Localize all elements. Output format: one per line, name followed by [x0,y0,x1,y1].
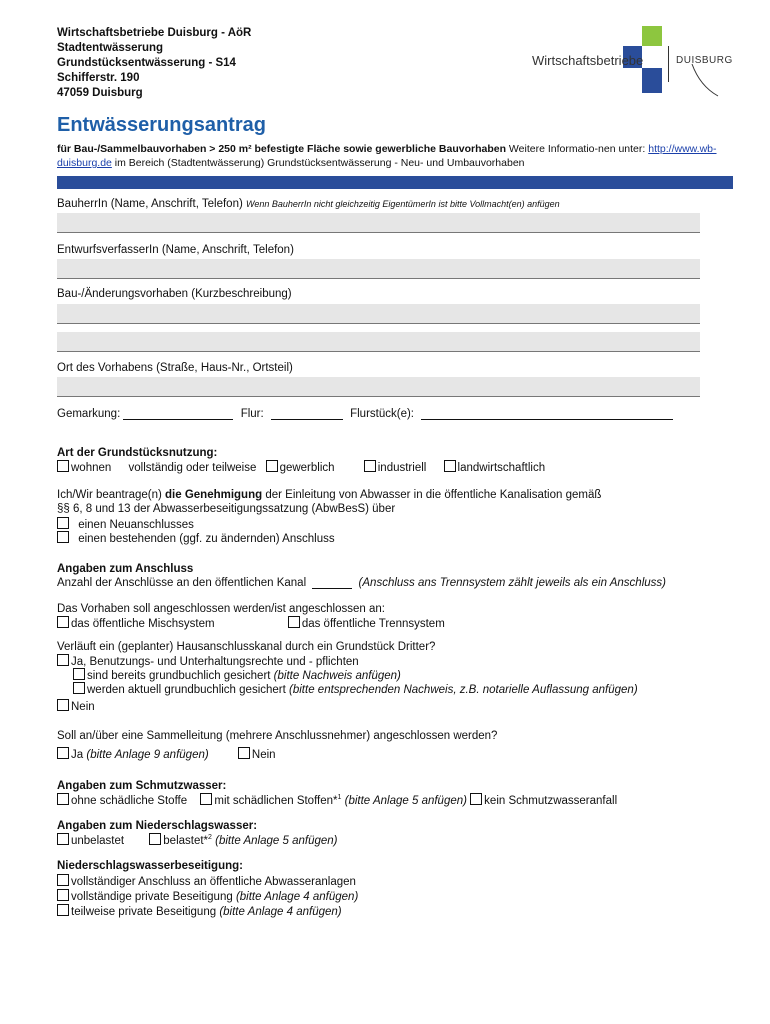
checkbox-mit-schaedlich[interactable] [200,793,212,805]
nutzung-row [57,460,545,474]
gemarkung-label: Gemarkung: [57,408,121,420]
beseitigung-opt3-note: (bitte Anlage 4 anfügen) [219,906,342,918]
antrag-line1-pre: Ich/Wir beantrage(n) [57,489,166,501]
checkbox-gewerblich[interactable] [266,460,278,472]
address-line: 47059 Duisburg [57,87,143,99]
checkbox-sammel-ja[interactable] [57,747,69,759]
logo-blue-block-bottom [642,68,662,93]
antrag-line1-bold: die Genehmigung [165,489,263,501]
beseitigung-opt2: vollständige private Beseitigung [71,891,233,903]
antrag-opt1: einen Neuanschlusses [78,519,194,531]
checkbox-dritter-nein[interactable] [57,699,69,711]
option-wohnen: wohnen [71,462,112,474]
checkbox-landwirtschaftlich[interactable] [444,460,456,472]
nieder-heading: Angaben zum Niederschlagswasser: [57,820,258,832]
option-mischsystem: das öffentliche Mischsystem [71,618,215,630]
dritter-sub1: sind bereits grundbuchlich gesichert [87,670,271,682]
page-title: Entwässerungsantrag [57,114,266,136]
logo-divider [668,46,669,82]
option-gewerblich: gewerblich [279,462,335,474]
sammel-row [57,747,276,761]
nieder-opt1: unbelastet [71,835,125,847]
logo [530,26,740,98]
checkbox-mischsystem[interactable] [57,616,69,628]
schmutz-opt3: kein Schmutzwasseranfall [484,795,618,807]
checkbox-industriell[interactable] [364,460,376,472]
address-line: Wirtschaftsbetriebe Duisburg - AöR [57,27,252,39]
schmutz-opt2: mit schädlichen Stoffen* [214,795,338,807]
dritter-sub2-note: (bitte entsprechenden Nachweis, z.B. notarielle Auflassung anfügen) [289,684,638,696]
logo-city: DUISBURG [676,55,733,66]
option-teilweise: vollständig oder teilweise [128,462,257,474]
subtitle-bold: für Bau-/Sammelbauvorhaben > 250 m² befestigte Fläche sowie gewerbliche Bauvorhaben [57,143,507,155]
checkbox-ohne-schaedlich[interactable] [57,793,69,805]
dritter-ja: Ja, Benutzungs- und Unterhaltungsrechte und - pflichten [71,656,359,668]
bauherr-field[interactable] [57,213,700,233]
subtitle [57,142,737,170]
dritter-sub1-note: (bitte Nachweis anfügen) [273,670,401,682]
beseitigung-opt3-row [57,904,342,918]
dritter-sub1-row [73,668,401,682]
nieder-opt2-sup: 2 [208,834,212,842]
beseitigung-opt1: vollständiger Anschluss an öffentliche Abwasseranlagen [71,876,356,888]
nieder-row [57,833,337,847]
checkbox-sammel-nein[interactable] [238,747,250,759]
section-bar [57,176,733,189]
vorhaben-field-2[interactable] [57,332,700,352]
ort-field[interactable] [57,377,700,397]
anschluss-count-input[interactable] [312,576,352,589]
bauherr-label-row [57,198,560,210]
dritter-question: Verläuft ein (geplanter) Hausanschlusskanal durch ein Grundstück Dritter? [57,641,436,653]
sammel-nein: Nein [251,749,276,761]
anschluss-count-row [57,576,666,589]
schmutz-opt2-sup: 1 [337,794,342,802]
connect-question: Das Vorhaben soll angeschlossen werden/ist angeschlossen an: [57,603,385,615]
anschluss-heading: Angaben zum Anschluss [57,563,194,575]
flur-input[interactable] [271,407,343,420]
sammel-question: Soll an/über eine Sammelleitung (mehrere Anschlussnehmer) angeschlossen werden? [57,730,498,742]
checkbox-vollstaendig-oeffentlich[interactable] [57,874,69,886]
option-trennsystem: das öffentliche Trennsystem [301,618,445,630]
schmutz-opt2-note: (bitte Anlage 5 anfügen) [344,795,467,807]
sammel-ja-note: (bitte Anlage 9 anfügen) [86,749,209,761]
checkbox-kein-schmutzwasser[interactable] [470,793,482,805]
ort-label: Ort des Vorhabens (Straße, Haus-Nr., Ortsteil) [57,362,293,374]
website-link[interactable]: http://www.wb-duisburg.de [57,143,717,169]
sammel-ja: Ja [71,749,84,761]
sender-address [57,26,251,101]
checkbox-trennsystem[interactable] [288,616,300,628]
entwurf-label: EntwurfsverfasserIn (Name, Anschrift, Telefon) [57,244,294,256]
nieder-opt2-note: (bitte Anlage 5 anfügen) [215,835,338,847]
antrag-line1 [57,489,601,501]
connect-row [57,616,445,630]
gemarkung-input[interactable] [123,407,233,420]
antrag-line2: §§ 6, 8 und 13 der Abwasserbeseitigungssatzung (AbwBesS) über [57,503,396,515]
dritter-nein-row [57,699,95,713]
anschluss-count-note: (Anschluss ans Trennsystem zählt jeweils als ein Anschluss) [358,577,666,589]
checkbox-belastet[interactable] [149,833,161,845]
flurstueck-label: Flurstück(e): [350,408,414,420]
beseitigung-opt3: teilweise private Beseitigung [71,906,217,918]
logo-text: Wirtschaftsbetriebe [532,53,644,68]
vorhaben-field-1[interactable] [57,304,700,324]
schmutz-heading: Angaben zum Schmutzwasser: [57,780,227,792]
anschluss-count-label: Anzahl der Anschlüsse an den öffentlichen Kanal [57,577,307,589]
option-landwirtschaftlich: landwirtschaftlich [457,462,546,474]
schmutz-row [57,793,617,807]
schmutz-opt1: ohne schädliche Stoffe [71,795,188,807]
checkbox-teilweise-privat[interactable] [57,904,69,916]
checkbox-unbelastet[interactable] [57,833,69,845]
flurstueck-input[interactable] [421,407,673,420]
antrag-opt2-row [57,531,335,545]
entwurf-field[interactable] [57,259,700,279]
checkbox-neuanschluss[interactable] [57,517,69,529]
nieder-opt2: belastet* [163,835,209,847]
dritter-nein: Nein [71,701,95,713]
subtitle-post: im Bereich (Stadtentwässerung) Grundstücksentwässerung - Neu- und Umbauvorhaben [111,157,525,169]
antrag-line1-post: der Einleitung von Abwasser in die öffentliche Kanalisation gemäß [262,489,602,501]
logo-green-block [642,26,662,46]
address-line: Grundstücksentwässerung - S14 [57,57,236,69]
bauherr-label: BauherrIn (Name, Anschrift, Telefon) [57,198,243,210]
checkbox-bestehend[interactable] [57,531,69,543]
checkbox-wohnen[interactable] [57,460,69,472]
bauherr-note: Wenn BauherrIn nicht gleichzeitig EigentümerIn ist bitte Vollmacht(en) anfügen [246,199,560,209]
logo-arc [690,62,720,98]
vorhaben-label: Bau-/Änderungsvorhaben (Kurzbeschreibung) [57,288,292,300]
gemarkung-row [57,407,673,420]
beseitigung-opt1-row [57,874,356,888]
dritter-ja-row [57,654,359,668]
nutzung-heading: Art der Grundstücksnutzung: [57,447,218,459]
antrag-opt1-row [57,517,194,531]
dritter-sub2: werden aktuell grundbuchlich gesichert [87,684,286,696]
checkbox-gesichert[interactable] [73,668,85,680]
antrag-opt2: einen bestehenden (ggf. zu ändernden) Anschluss [78,533,335,545]
address-line: Stadtentwässerung [57,42,164,54]
subtitle-pre: Weitere Informatio-nen unter: [506,143,649,155]
dritter-sub2-row [73,682,638,696]
beseitigung-heading: Niederschlagswasserbeseitigung: [57,860,243,872]
checkbox-aktuell-gesichert[interactable] [73,682,85,694]
checkbox-dritter-ja[interactable] [57,654,69,666]
checkbox-vollstaendig-privat[interactable] [57,889,69,901]
beseitigung-opt2-row [57,889,358,903]
flur-label: Flur: [240,408,264,420]
address-line: Schifferstr. 190 [57,72,140,84]
beseitigung-opt2-note: (bitte Anlage 4 anfügen) [235,891,359,903]
option-industriell: industriell [377,462,427,474]
